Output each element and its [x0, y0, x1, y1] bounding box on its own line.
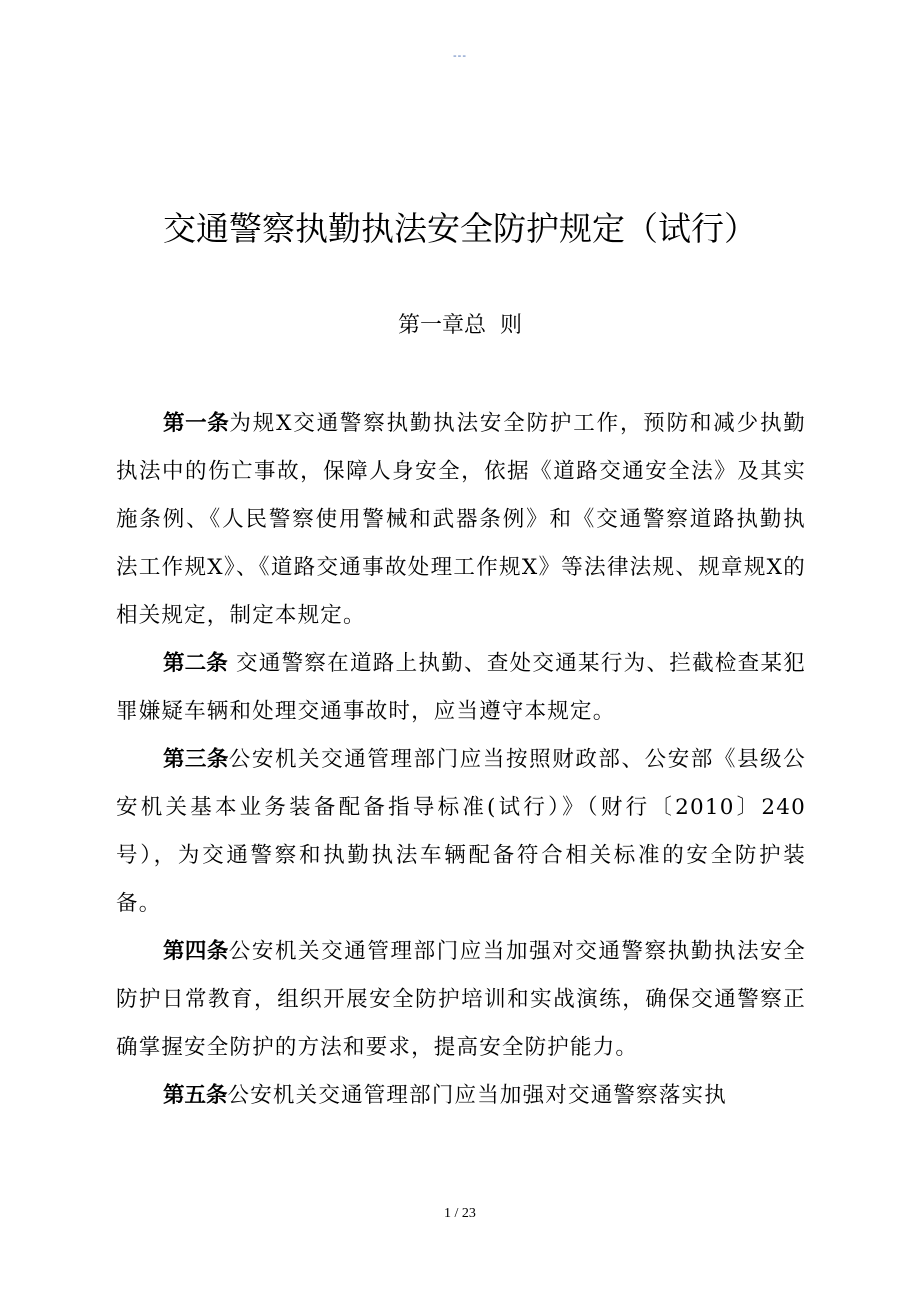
- article-5: [116, 1072, 806, 1120]
- article-2: [116, 640, 806, 736]
- article-label: 第三条: [163, 747, 229, 772]
- article-label: 第一条: [163, 411, 230, 436]
- article-label: 第四条: [163, 939, 229, 964]
- document-title: 交通警察执勤执法安全防护规定（试行）: [163, 209, 757, 248]
- article-text: 公安机关交通管理部门应当加强对交通警察执勤执法安全防护日常教育，组织开展安全防护培训和实战演练，确保交通警察正确掌握安全防护的方法和要求，提高安全防护能力。: [116, 939, 806, 1060]
- article-text: 公安机关交通管理部门应当按照财政部、公安部《县级公安机关基本业务装备配备指导标准(试行）》（财行〔2010〕240号），为交通警察和执勤执法车辆配备符合相关标准的安全防护装备。: [116, 747, 806, 916]
- article-text: 为规X交通警察执勤执法安全防护工作，预防和减少执勤执法中的伤亡事故，保障人身安全，依据《道路交通安全法》及其实施条例、《人民警察使用警械和武器条例》和《交通警察道路执勤执法工作规X》、《道路交通事故处理工作规X》等法律法规、规章规X的相关规定，制定本规定。: [116, 411, 806, 628]
- chapter-title: 第一章总 则: [398, 313, 522, 338]
- article-label: 第二条: [163, 651, 228, 676]
- article-1: [116, 400, 806, 640]
- article-4: [116, 928, 806, 1072]
- page-number: 1 / 23: [444, 1206, 476, 1221]
- document-body: [116, 400, 806, 1120]
- article-text: 交通警察在道路上执勤、查处交通某行为、拦截检查某犯罪嫌疑车辆和处理交通事故时，应当遵守本规定。: [116, 651, 806, 724]
- article-text: 公安机关交通管理部门应当加强对交通警察落实执: [227, 1083, 727, 1108]
- header-mark: ---: [453, 50, 467, 62]
- article-3: [116, 736, 806, 928]
- article-label: 第五条: [163, 1083, 228, 1108]
